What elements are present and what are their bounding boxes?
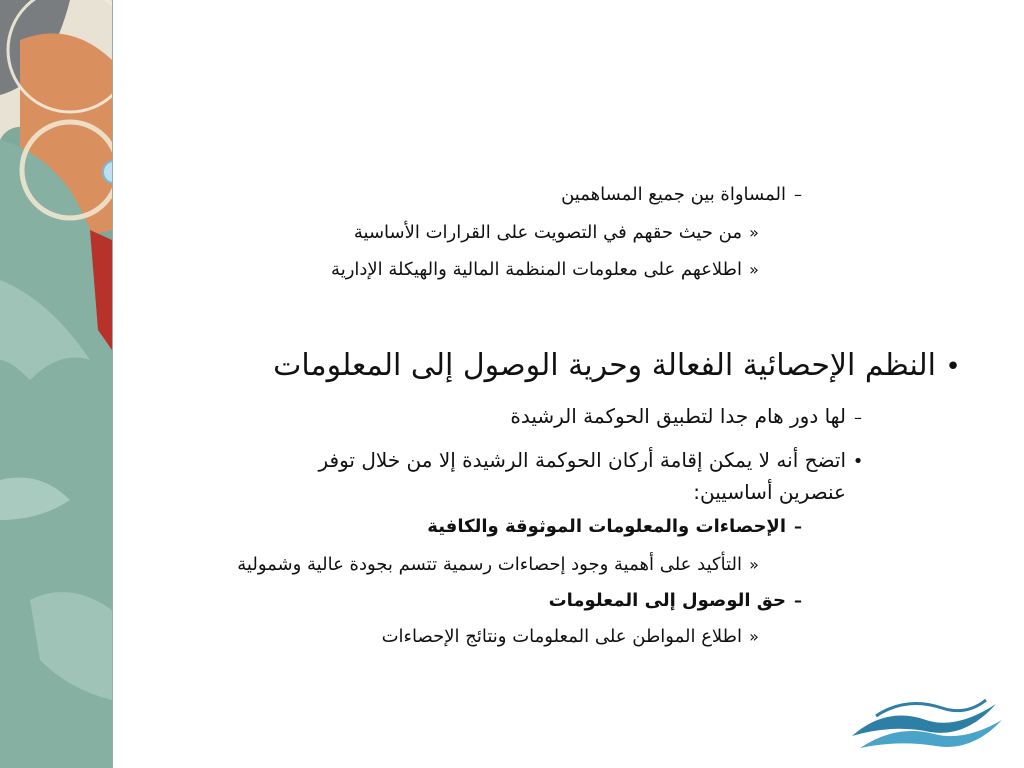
bullet-marker: • <box>945 352 961 382</box>
list-item-continuation: عنصرين أساسيين: <box>693 480 846 504</box>
list-item: –الإحصاءات والمعلومات الموثوقة والكافية <box>427 516 810 537</box>
dash-marker: – <box>794 517 802 536</box>
guillemet-marker: « <box>749 555 759 574</box>
list-item: –المساواة بين جميع المساهمين <box>561 184 810 205</box>
decorative-side-panel <box>0 0 112 768</box>
list-item: –حق الوصول إلى المعلومات <box>549 590 810 611</box>
dash-marker: – <box>794 591 802 610</box>
side-divider <box>112 0 113 768</box>
list-item: «من حيث حقهم في التصويت على القرارات الأساسية <box>354 222 766 243</box>
dash-marker: – <box>794 185 802 204</box>
list-item: «اطلاع المواطن على المعلومات ونتائج الإحصاءات <box>382 626 766 647</box>
dash-marker: – <box>854 408 862 427</box>
slide-content <box>140 170 980 670</box>
wave-logo-icon <box>846 686 1006 756</box>
bullet-marker: • <box>852 451 864 472</box>
list-item: •اتضح أنه لا يمكن إقامة أركان الحوكمة الرشيدة إلا من خلال توفر <box>319 448 871 472</box>
guillemet-marker: « <box>749 223 759 242</box>
guillemet-marker: « <box>749 627 759 646</box>
guillemet-marker: « <box>749 260 759 279</box>
list-item: •النظم الإحصائية الفعالة وحرية الوصول إلى المعلومات <box>273 348 970 383</box>
list-item: «اطلاعهم على معلومات المنظمة المالية والهيكلة الإدارية <box>331 259 766 280</box>
list-item: –لها دور هام جدا لتطبيق الحوكمة الرشيدة <box>510 404 870 428</box>
list-item: «التأكيد على أهمية وجود إحصاءات رسمية تتسم بجودة عالية وشمولية <box>237 554 766 575</box>
